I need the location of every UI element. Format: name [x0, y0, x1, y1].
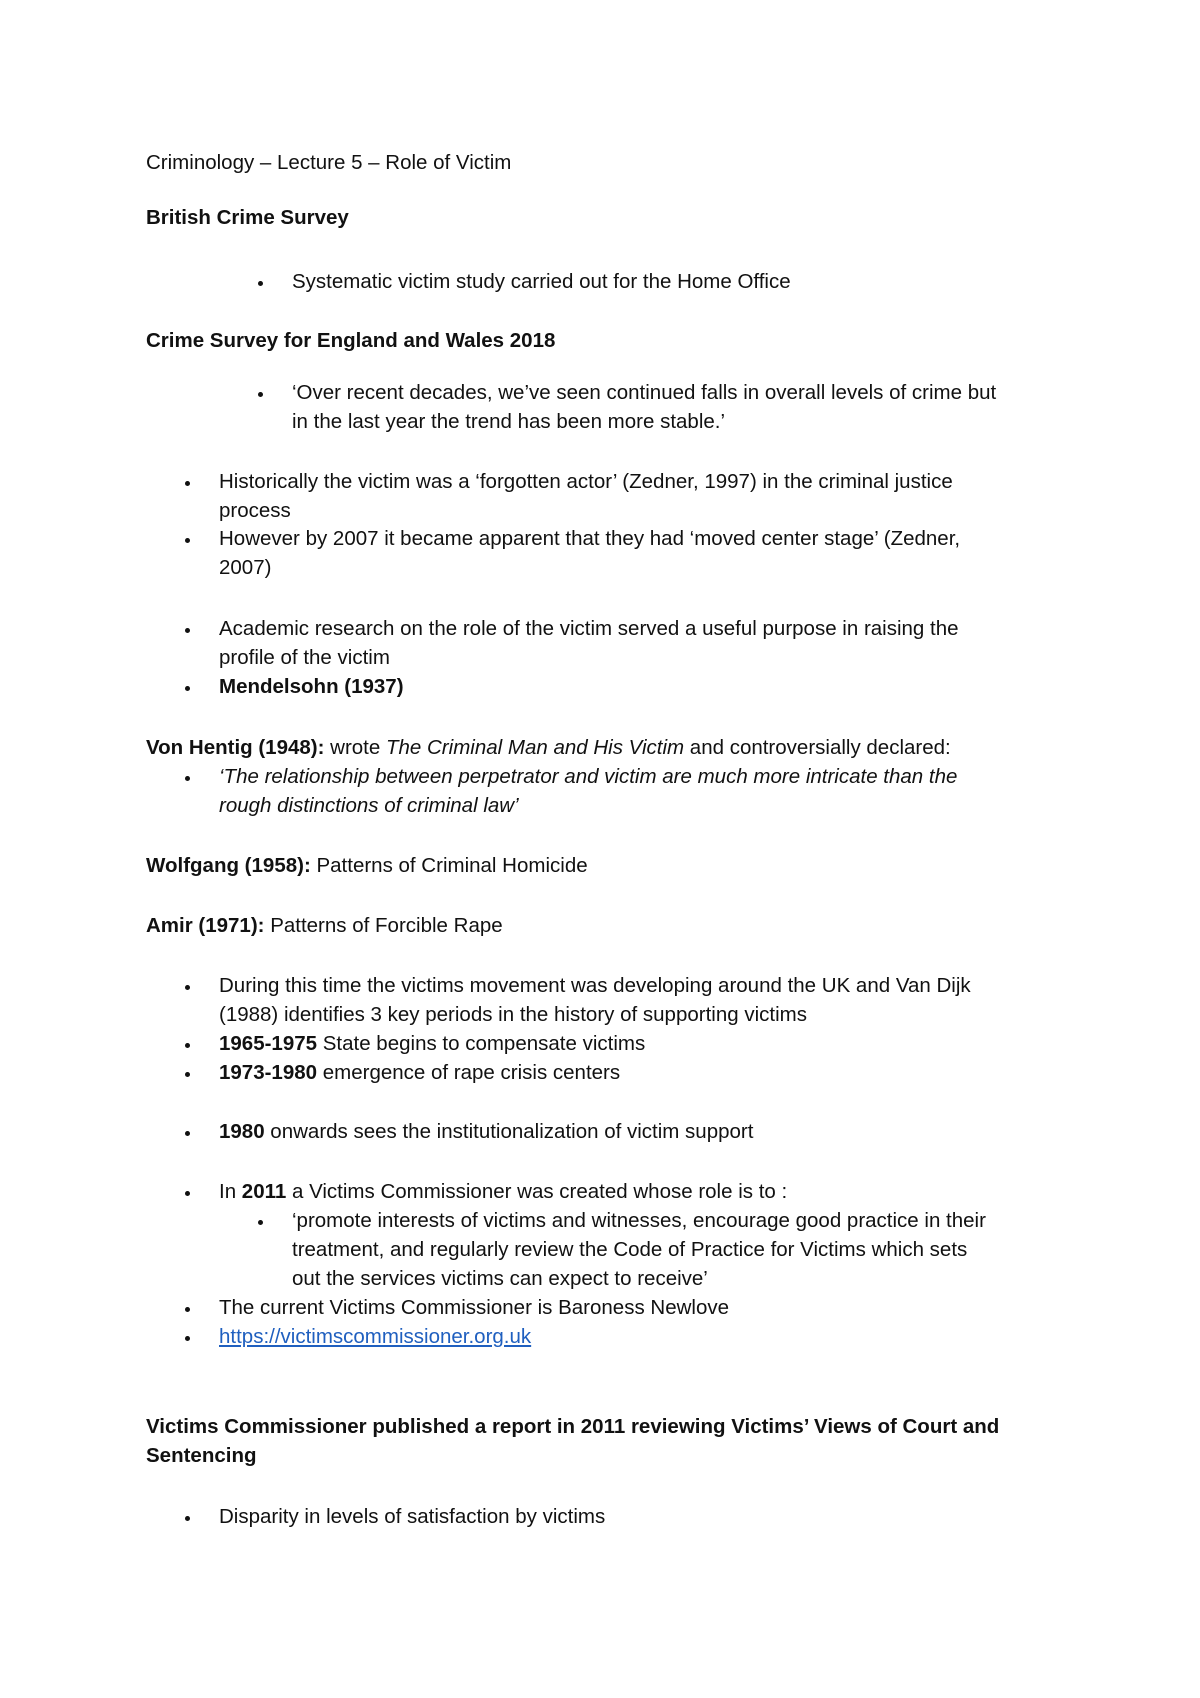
bullet-text: [219, 1177, 787, 1206]
bullet-icon: [258, 281, 263, 286]
bullet-text: Mendelsohn (1937): [219, 675, 404, 698]
year-label: 2011: [241, 1180, 287, 1203]
document-title: Criminology – Lecture 5 – Role of Victim: [146, 151, 512, 174]
bullet-icon: [185, 1043, 190, 1048]
quote-line: ‘promote interests of victims and witnesses, encourage good practice in their: [292, 1209, 986, 1232]
bullet-text: Historically the victim was a ‘forgotten actor’ (Zedner, 1997) in the criminal justice: [219, 470, 953, 493]
period-label: 1965-1975: [219, 1032, 318, 1055]
bullet-text-continued: process: [219, 499, 291, 522]
text-run: wrote: [324, 736, 386, 759]
bullet-icon: [185, 686, 190, 691]
bullet-text: [219, 1058, 620, 1087]
bullet-text: However by 2007 it became apparent that they had ‘moved center stage’ (Zedner,: [219, 527, 961, 550]
quote-line: treatment, and regularly review the Code of Practice for Victims which sets: [292, 1238, 968, 1261]
bullet-icon: [185, 1191, 190, 1196]
text-run: emergence of rape crisis centers: [317, 1061, 621, 1084]
bullet-icon: [185, 1072, 190, 1077]
bullet-icon: [258, 392, 263, 397]
bullet-text: [219, 1117, 753, 1146]
quote-line: in the last year the trend has been more stable.’: [292, 410, 726, 433]
author-label: Von Hentig (1948):: [146, 736, 325, 759]
book-title: The Criminal Man and His Victim: [385, 736, 685, 759]
von-hentig-line: [146, 733, 951, 762]
heading-crime-survey-2018: Crime Survey for England and Wales 2018: [146, 329, 556, 352]
text-run: State begins to compensate victims: [317, 1032, 646, 1055]
victims-commissioner-link[interactable]: https://victimscommissioner.org.uk: [219, 1325, 532, 1348]
bullet-icon: [185, 1307, 190, 1312]
text-run: and controversially declared:: [684, 736, 951, 759]
heading-continued: Sentencing: [146, 1444, 257, 1467]
heading-victims-commissioner-report: Victims Commissioner published a report in 2011 reviewing Victims’ Views of Court and: [146, 1415, 1000, 1438]
bullet-text-continued: (1988) identifies 3 key periods in the history of supporting victims: [219, 1003, 807, 1026]
bullet-text: The current Victims Commissioner is Baroness Newlove: [219, 1296, 730, 1319]
period-label: 1980: [219, 1120, 265, 1143]
heading-british-crime-survey: British Crime Survey: [146, 206, 349, 229]
bullet-text-continued: 2007): [219, 556, 272, 579]
bullet-text: Systematic victim study carried out for the Home Office: [292, 270, 791, 293]
amir-line: [146, 911, 503, 940]
bullet-text: During this time the victims movement was developing around the UK and Van Dijk: [219, 974, 971, 997]
bullet-icon: [185, 776, 190, 781]
bullet-text: Disparity in levels of satisfaction by victims: [219, 1505, 606, 1528]
bullet-icon: [185, 538, 190, 543]
text-run: onwards sees the institutionalization of victim support: [264, 1120, 754, 1143]
quote-line: ‘Over recent decades, we’ve seen continued falls in overall levels of crime but: [292, 381, 997, 404]
period-label: 1973-1980: [219, 1061, 318, 1084]
quote-line: ‘The relationship between perpetrator and victim are much more intricate than the: [219, 765, 958, 788]
bullet-icon: [185, 481, 190, 486]
author-label: Wolfgang (1958):: [146, 854, 311, 877]
text-run: a Victims Commissioner was created whose role is to :: [286, 1180, 788, 1203]
bullet-icon: [185, 1131, 190, 1136]
quote-line: rough distinctions of criminal law’: [219, 794, 519, 817]
text-run: Patterns of Criminal Homicide: [310, 854, 588, 877]
bullet-text-continued: profile of the victim: [219, 646, 390, 669]
bullet-text: Academic research on the role of the victim served a useful purpose in raising the: [219, 617, 959, 640]
text-run: Patterns of Forcible Rape: [264, 914, 503, 937]
author-label: Amir (1971):: [146, 914, 265, 937]
bullet-icon: [185, 628, 190, 633]
bullet-text: [219, 1029, 645, 1058]
quote-line: out the services victims can expect to receive’: [292, 1267, 708, 1290]
text-run: In: [219, 1180, 242, 1203]
bullet-icon: [185, 1336, 190, 1341]
bullet-icon: [185, 1516, 190, 1521]
bullet-icon: [185, 985, 190, 990]
wolfgang-line: [146, 851, 588, 880]
bullet-icon: [258, 1220, 263, 1225]
